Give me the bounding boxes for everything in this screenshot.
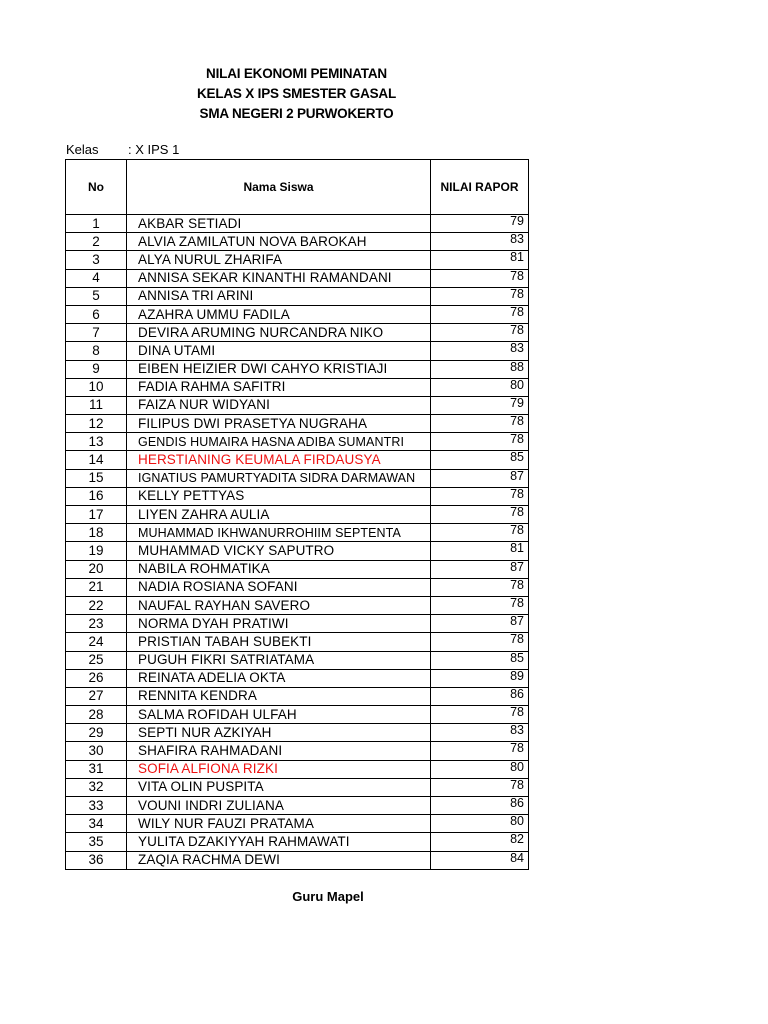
row-number: 28 (66, 706, 127, 724)
row-number: 7 (66, 324, 127, 342)
report-grade: 78 (431, 506, 529, 524)
table-row (66, 342, 529, 360)
row-number: 12 (66, 415, 127, 433)
row-number: 11 (66, 396, 127, 414)
table-row (66, 396, 529, 414)
student-name: NORMA DYAH PRATIWI (127, 615, 431, 633)
student-name: WILY NUR FAUZI PRATAMA (127, 815, 431, 833)
table-row (66, 524, 529, 542)
report-grade: 78 (431, 487, 529, 505)
row-number: 34 (66, 815, 127, 833)
report-grade: 78 (431, 415, 529, 433)
report-grade: 80 (431, 378, 529, 396)
report-grade: 84 (431, 851, 529, 869)
table-row (66, 233, 529, 251)
student-name: AZAHRA UMMU FADILA (127, 305, 431, 323)
student-name: ALYA NURUL ZHARIFA (127, 251, 431, 269)
row-number: 22 (66, 596, 127, 614)
student-name: FADIA RAHMA SAFITRI (127, 378, 431, 396)
report-grade: 78 (431, 633, 529, 651)
student-name: ALVIA ZAMILATUN NOVA BAROKAH (127, 233, 431, 251)
report-grade: 80 (431, 815, 529, 833)
student-name: SOFIA ALFIONA RIZKI (127, 760, 431, 778)
row-number: 14 (66, 451, 127, 469)
report-grade: 87 (431, 469, 529, 487)
report-grade: 79 (431, 215, 529, 233)
table-row (66, 633, 529, 651)
student-name: DINA UTAMI (127, 342, 431, 360)
report-grade: 88 (431, 360, 529, 378)
student-name: FILIPUS DWI PRASETYA NUGRAHA (127, 415, 431, 433)
column-header-name: Nama Siswa (127, 160, 431, 215)
report-grade: 79 (431, 396, 529, 414)
report-grade: 78 (431, 706, 529, 724)
student-name: PUGUH FIKRI SATRIATAMA (127, 651, 431, 669)
table-row (66, 778, 529, 796)
report-grade: 83 (431, 342, 529, 360)
table-row (66, 451, 529, 469)
report-grade: 85 (431, 651, 529, 669)
table-row (66, 851, 529, 869)
report-grade: 86 (431, 797, 529, 815)
student-name: PRISTIAN TABAH SUBEKTI (127, 633, 431, 651)
table-row (66, 760, 529, 778)
table-row (66, 287, 529, 305)
row-number: 8 (66, 342, 127, 360)
report-grade: 82 (431, 833, 529, 851)
table-row (66, 542, 529, 560)
table-row (66, 596, 529, 614)
table-row (66, 742, 529, 760)
table-row (66, 797, 529, 815)
report-grade: 78 (431, 578, 529, 596)
row-number: 5 (66, 287, 127, 305)
table-row (66, 305, 529, 323)
row-number: 19 (66, 542, 127, 560)
row-number: 10 (66, 378, 127, 396)
row-number: 26 (66, 669, 127, 687)
student-name: KELLY PETTYAS (127, 487, 431, 505)
row-number: 3 (66, 251, 127, 269)
report-grade: 83 (431, 233, 529, 251)
row-number: 29 (66, 724, 127, 742)
table-row (66, 724, 529, 742)
table-row (66, 324, 529, 342)
student-name: NADIA ROSIANA SOFANI (127, 578, 431, 596)
class-info (66, 142, 179, 157)
student-name: FAIZA NUR WIDYANI (127, 396, 431, 414)
row-number: 4 (66, 269, 127, 287)
table-row (66, 433, 529, 451)
table-row (66, 487, 529, 505)
table-row (66, 378, 529, 396)
signature-label: Guru Mapel (292, 889, 364, 904)
report-grade: 78 (431, 742, 529, 760)
report-grade: 83 (431, 724, 529, 742)
student-name: SHAFIRA RAHMADANI (127, 742, 431, 760)
student-name: VITA OLIN PUSPITA (127, 778, 431, 796)
document-title: NILAI EKONOMI PEMINATAN (206, 66, 387, 81)
student-name: DEVIRA ARUMING NURCANDRA NIKO (127, 324, 431, 342)
student-name: YULITA DZAKIYYAH RAHMAWATI (127, 833, 431, 851)
column-header-value: NILAI RAPOR (431, 160, 529, 215)
student-name: NAUFAL RAYHAN SAVERO (127, 596, 431, 614)
report-grade: 78 (431, 433, 529, 451)
table-row (66, 415, 529, 433)
table-row (66, 506, 529, 524)
student-name: HERSTIANING KEUMALA FIRDAUSYA (127, 451, 431, 469)
report-grade: 78 (431, 778, 529, 796)
report-grade: 89 (431, 669, 529, 687)
row-number: 9 (66, 360, 127, 378)
student-name: ANNISA TRI ARINI (127, 287, 431, 305)
student-name: MUHAMMAD IKHWANURROHIIM SEPTENTA (127, 524, 431, 542)
column-header-no: No (66, 160, 127, 215)
report-grade: 78 (431, 287, 529, 305)
student-name: ANNISA SEKAR KINANTHI RAMANDANI (127, 269, 431, 287)
row-number: 13 (66, 433, 127, 451)
row-number: 17 (66, 506, 127, 524)
row-number: 2 (66, 233, 127, 251)
row-number: 31 (66, 760, 127, 778)
report-grade: 86 (431, 687, 529, 705)
row-number: 35 (66, 833, 127, 851)
student-name: AKBAR SETIADI (127, 215, 431, 233)
table-row (66, 687, 529, 705)
table-row (66, 360, 529, 378)
row-number: 16 (66, 487, 127, 505)
report-grade: 78 (431, 305, 529, 323)
row-number: 36 (66, 851, 127, 869)
class-value: : X IPS 1 (128, 142, 180, 157)
row-number: 30 (66, 742, 127, 760)
student-name: SALMA ROFIDAH ULFAH (127, 706, 431, 724)
table-row (66, 833, 529, 851)
report-grade: 87 (431, 615, 529, 633)
report-grade: 85 (431, 451, 529, 469)
table-row (66, 578, 529, 596)
row-number: 6 (66, 305, 127, 323)
student-name: RENNITA KENDRA (127, 687, 431, 705)
student-name: ZAQIA RACHMA DEWI (127, 851, 431, 869)
row-number: 25 (66, 651, 127, 669)
table-row (66, 215, 529, 233)
table-header-row (66, 160, 529, 215)
table-row (66, 251, 529, 269)
report-grade: 78 (431, 324, 529, 342)
document-subtitle-class: KELAS X IPS SMESTER GASAL (196, 86, 397, 101)
table-row (66, 706, 529, 724)
report-grade: 80 (431, 760, 529, 778)
student-name: LIYEN ZAHRA AULIA (127, 506, 431, 524)
student-name: GENDIS HUMAIRA HASNA ADIBA SUMANTRI (127, 433, 431, 451)
row-number: 21 (66, 578, 127, 596)
row-number: 18 (66, 524, 127, 542)
report-grade: 81 (431, 542, 529, 560)
row-number: 20 (66, 560, 127, 578)
student-name: SEPTI NUR AZKIYAH (127, 724, 431, 742)
table-row (66, 615, 529, 633)
row-number: 15 (66, 469, 127, 487)
table-row (66, 815, 529, 833)
class-label: Kelas (66, 142, 99, 157)
row-number: 23 (66, 615, 127, 633)
report-grade: 81 (431, 251, 529, 269)
student-name: NABILA ROHMATIKA (127, 560, 431, 578)
student-name: MUHAMMAD VICKY SAPUTRO (127, 542, 431, 560)
table-row (66, 651, 529, 669)
report-grade: 87 (431, 560, 529, 578)
table-row (66, 469, 529, 487)
row-number: 33 (66, 797, 127, 815)
student-name: EIBEN HEIZIER DWI CAHYO KRISTIAJI (127, 360, 431, 378)
row-number: 27 (66, 687, 127, 705)
student-name: IGNATIUS PAMURTYADITA SIDRA DARMAWAN (127, 469, 431, 487)
row-number: 32 (66, 778, 127, 796)
student-name: REINATA ADELIA OKTA (127, 669, 431, 687)
document-subtitle-school: SMA NEGERI 2 PURWOKERTO (199, 106, 394, 121)
report-grade: 78 (431, 596, 529, 614)
table-row (66, 669, 529, 687)
row-number: 1 (66, 215, 127, 233)
table-row (66, 560, 529, 578)
report-grade: 78 (431, 524, 529, 542)
table-row (66, 269, 529, 287)
grades-table (65, 159, 529, 870)
report-grade: 78 (431, 269, 529, 287)
row-number: 24 (66, 633, 127, 651)
student-name: VOUNI INDRI ZULIANA (127, 797, 431, 815)
